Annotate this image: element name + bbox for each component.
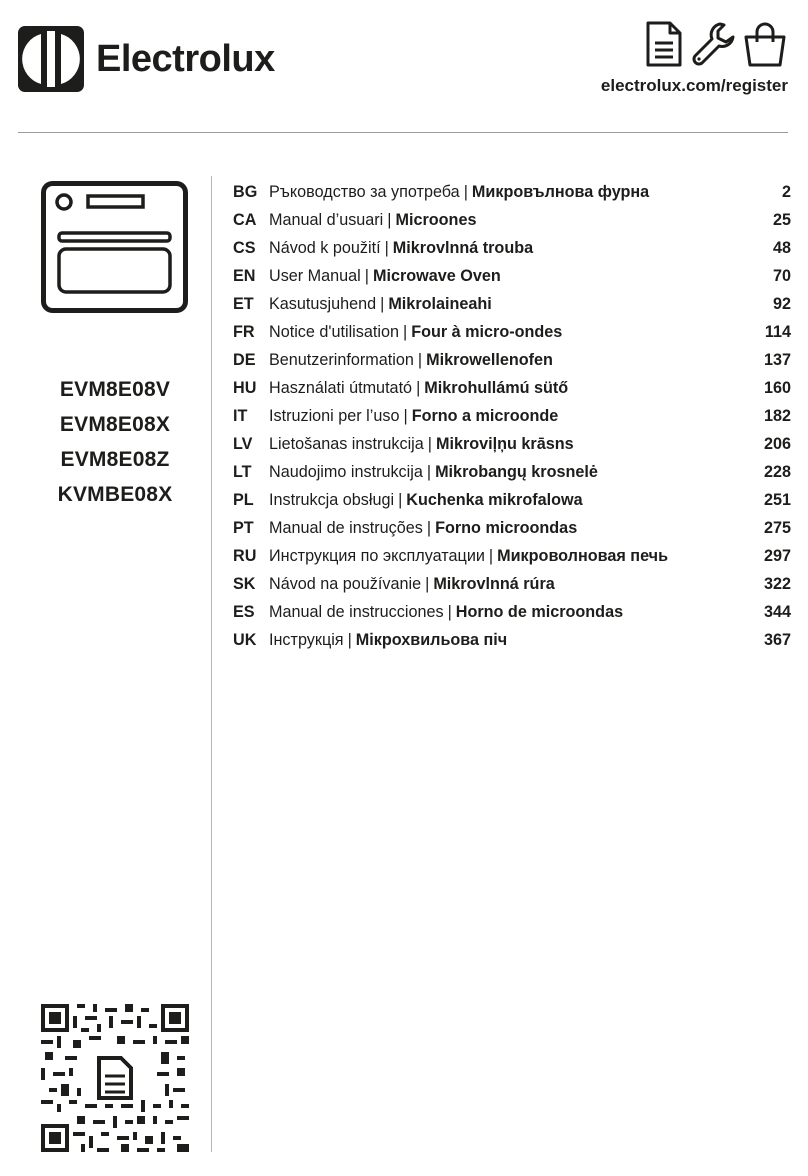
manual-label: Manual d’usuari: [269, 210, 384, 229]
model-number: EVM8E08V: [59, 378, 171, 401]
page-number: 228: [763, 462, 791, 481]
language-code: CA: [233, 210, 257, 229]
separator: |: [347, 630, 352, 649]
separator: |: [427, 434, 432, 453]
page-number: 251: [763, 490, 791, 509]
manual-label: User Manual: [269, 266, 361, 285]
product-title: Mikrovlnná rúra: [433, 574, 555, 593]
language-code: IT: [233, 406, 248, 425]
toc-row-bg[interactable]: [233, 178, 791, 206]
product-title: Four à micro-ondes: [411, 322, 563, 341]
separator: |: [402, 322, 408, 341]
language-code: CS: [233, 238, 256, 257]
manual-label: Instrukcja obsługi: [269, 490, 395, 509]
language-code: EN: [233, 266, 256, 285]
manual-label: Használati útmutató: [269, 378, 413, 397]
product-title: Mikrovlnná trouba: [392, 238, 534, 257]
separator: |: [426, 462, 432, 481]
toc-row-ca[interactable]: [233, 206, 791, 234]
electrolux-logo-icon: [18, 26, 84, 92]
language-code: UK: [233, 630, 257, 649]
oven-illustration: [41, 181, 188, 313]
toc-row-fr[interactable]: [233, 318, 791, 346]
manual-label: Istruzioni per l’uso: [269, 406, 400, 425]
product-title: Microwave Oven: [373, 266, 501, 285]
toc-row-sk[interactable]: [233, 570, 791, 598]
separator: |: [426, 518, 432, 537]
page-number: 2: [781, 182, 791, 201]
manual-label: Naudojimo instrukcija: [269, 462, 423, 481]
page-number: 137: [763, 350, 791, 369]
toc-row-hu[interactable]: [233, 374, 791, 402]
manual-label: Manual de instruções: [269, 518, 423, 537]
product-title: Mikroviļņu krāsns: [435, 434, 574, 453]
separator: |: [364, 266, 369, 285]
language-code: PT: [233, 518, 254, 537]
page-number: 160: [763, 378, 791, 397]
language-code: BG: [233, 182, 258, 201]
page-number: 70: [772, 266, 791, 285]
toc-row-ru[interactable]: [233, 542, 791, 570]
page-number: 25: [772, 210, 791, 229]
language-code: RU: [233, 546, 257, 565]
page-number: 182: [763, 406, 791, 425]
document-icon: [644, 20, 684, 68]
product-title: Микровълнова фурна: [471, 182, 650, 201]
manual-label: Kasutusjuhend: [269, 294, 377, 313]
model-list: [0, 372, 230, 512]
column-divider: [211, 176, 212, 1152]
language-code: SK: [233, 574, 256, 593]
toc-row-pt[interactable]: [233, 514, 791, 542]
model-number: EVM8E08X: [59, 413, 171, 436]
separator: |: [447, 602, 452, 621]
page-number: 322: [763, 574, 791, 593]
product-title: Микроволновая печь: [497, 546, 669, 565]
manual-label: Manual de instrucciones: [269, 602, 444, 621]
language-code: DE: [233, 350, 256, 369]
toc-row-it[interactable]: [233, 402, 791, 430]
product-title: Мікрохвильова піч: [355, 630, 508, 649]
qr-code: [41, 1004, 189, 1152]
language-code: FR: [233, 322, 255, 341]
separator: |: [463, 182, 468, 201]
separator: |: [425, 574, 430, 593]
manual-label: Инструкция по эксплуатации: [269, 546, 485, 565]
toc-row-lt[interactable]: [233, 458, 791, 486]
page-number: 367: [763, 630, 791, 649]
language-code: PL: [233, 490, 254, 509]
toc-row-et[interactable]: [233, 290, 791, 318]
brand-logo: [18, 26, 275, 92]
language-code: HU: [233, 378, 257, 397]
page-number: 275: [763, 518, 791, 537]
language-code: ES: [233, 602, 255, 621]
page-number: 344: [763, 602, 791, 621]
header-divider: [18, 132, 788, 133]
toc-row-en[interactable]: [233, 262, 791, 290]
toc-row-es[interactable]: [233, 598, 791, 626]
register-block: [588, 20, 788, 96]
manual-label: Benutzerinformation: [269, 350, 414, 369]
manual-label: Návod k použití: [269, 238, 381, 257]
product-title: Forno a microonde: [411, 406, 559, 425]
page-number: 297: [763, 546, 791, 565]
shopping-bag-icon: [742, 20, 788, 68]
toc-row-de[interactable]: [233, 346, 791, 374]
manual-label: Lietošanas instrukcija: [269, 434, 424, 453]
product-title: Mikrohullámú sütő: [424, 378, 569, 397]
manual-label: Notice d'utilisation: [269, 322, 399, 341]
manual-label: Інструкція: [269, 630, 344, 649]
product-title: Forno microondas: [435, 518, 578, 537]
language-table-of-contents: [233, 178, 791, 654]
product-title: Mikrolaineahi: [388, 294, 492, 313]
language-code: ET: [233, 294, 254, 313]
separator: |: [403, 406, 408, 425]
separator: |: [387, 210, 392, 229]
product-title: Kuchenka mikrofalowa: [406, 490, 583, 509]
language-code: LT: [233, 462, 252, 481]
product-title: Mikrowellenofen: [426, 350, 553, 369]
toc-row-uk[interactable]: [233, 626, 791, 654]
model-number: EVM8E08Z: [60, 448, 170, 471]
manual-label: Návod na používanie: [269, 574, 422, 593]
page-number: 114: [764, 322, 791, 341]
page-number: 92: [772, 294, 791, 313]
separator: |: [417, 350, 423, 369]
toc-row-lv[interactable]: [233, 430, 791, 458]
separator: |: [488, 546, 494, 565]
toc-row-cs[interactable]: [233, 234, 791, 262]
separator: |: [416, 378, 421, 397]
manual-label: Ръководство за употреба: [269, 182, 460, 201]
separator: |: [384, 238, 389, 257]
brand-name: Electrolux: [96, 37, 275, 80]
product-title: Mikrobangų krosnelė: [435, 462, 598, 481]
toc-row-pl[interactable]: [233, 486, 791, 514]
language-code: LV: [233, 434, 253, 453]
product-title: Microones: [395, 210, 477, 229]
model-number: KVMBE08X: [57, 483, 173, 506]
page-number: 206: [763, 434, 791, 453]
separator: |: [398, 490, 403, 509]
separator: |: [380, 294, 385, 313]
page-number: 48: [772, 238, 791, 257]
register-url[interactable]: electrolux.com/register: [600, 76, 788, 95]
wrench-icon: [690, 20, 736, 68]
product-title: Horno de microondas: [455, 602, 624, 621]
